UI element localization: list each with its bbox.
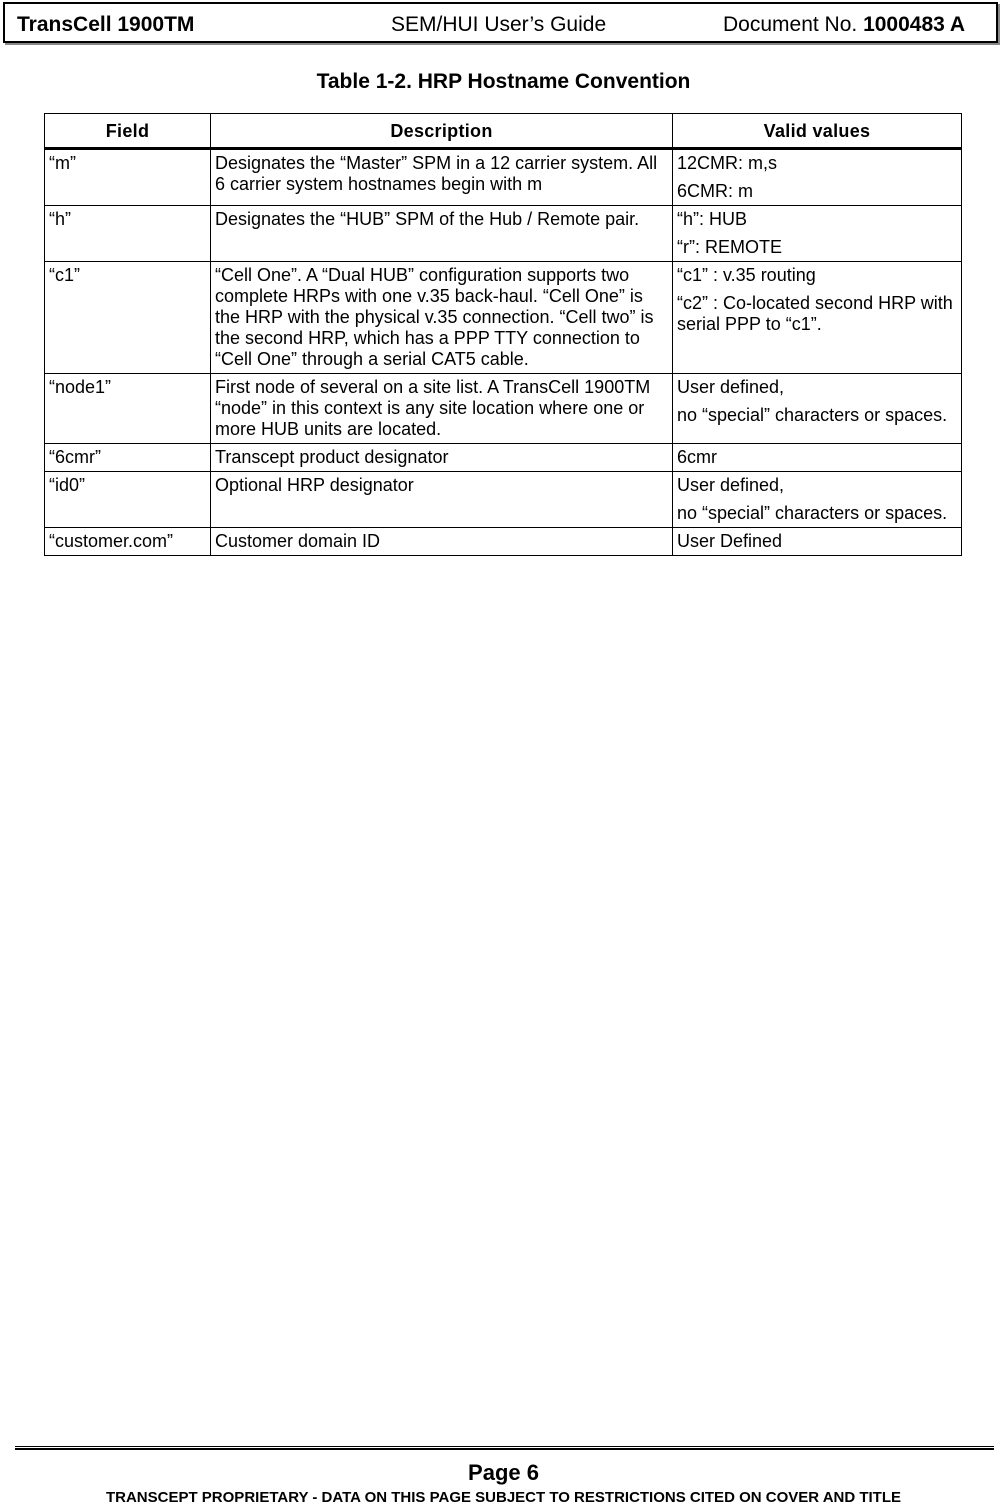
valid-values-cell bbox=[673, 149, 962, 206]
field-cell: “6cmr” bbox=[45, 444, 211, 472]
field-cell: “id0” bbox=[45, 472, 211, 528]
valid-value: “h”: HUB bbox=[677, 209, 748, 229]
table-row bbox=[45, 472, 962, 528]
valid-value: “c1” : v.35 routing bbox=[677, 265, 816, 285]
description-cell: “Cell One”. A “Dual HUB” configuration supports two complete HRPs with one v.35 back-haul. “Cell One” is the HRP with the physical v.35 connection. “Cell two” is the second HRP, which has a PPP TTY connection to “Cell One” through a serial CAT5 cable. bbox=[211, 262, 673, 374]
valid-value: no “special” characters or spaces. bbox=[677, 405, 948, 425]
valid-value: User Defined bbox=[677, 531, 783, 551]
valid-value: User defined, bbox=[677, 377, 785, 397]
field-cell: “customer.com” bbox=[45, 528, 211, 556]
description-cell: Designates the “Master” SPM in a 12 carrier system. All 6 carrier system hostnames begin with m bbox=[211, 149, 673, 206]
valid-value: 6cmr bbox=[677, 447, 717, 467]
table-row bbox=[45, 262, 962, 374]
table-row bbox=[45, 528, 962, 556]
field-cell: “m” bbox=[45, 149, 211, 206]
page-header bbox=[3, 2, 998, 43]
column-header-field: Field bbox=[45, 114, 211, 149]
valid-values-cell bbox=[673, 206, 962, 262]
valid-values-cell bbox=[673, 262, 962, 374]
valid-value: User defined, bbox=[677, 475, 785, 495]
footer-divider bbox=[15, 1446, 994, 1450]
table-title: Table 1-2. HRP Hostname Convention bbox=[316, 70, 691, 93]
valid-value: 12CMR: m,s bbox=[677, 153, 778, 173]
column-header-valid-values: Valid values bbox=[673, 114, 962, 149]
description-cell: First node of several on a site list. A TransCell 1900TM “node” in this context is any site location where one or more HUB units are located. bbox=[211, 374, 673, 444]
description-cell: Optional HRP designator bbox=[211, 472, 673, 528]
header-doc-number: 1000483 A bbox=[863, 13, 966, 36]
valid-value: 6CMR: m bbox=[677, 181, 753, 201]
valid-values-cell bbox=[673, 374, 962, 444]
description-cell: Customer domain ID bbox=[211, 528, 673, 556]
column-header-description: Description bbox=[211, 114, 673, 149]
hostname-convention-table bbox=[44, 113, 962, 556]
description-cell: Designates the “HUB” SPM of the Hub / Remote pair. bbox=[211, 206, 673, 262]
table-row bbox=[45, 444, 962, 472]
header-document-number bbox=[723, 13, 965, 37]
table-row bbox=[45, 149, 962, 206]
valid-values-cell bbox=[673, 444, 962, 472]
header-doc-label: Document No. bbox=[723, 13, 864, 36]
field-cell: “node1” bbox=[45, 374, 211, 444]
header-product: TransCell 1900TM bbox=[17, 13, 195, 36]
proprietary-notice: TRANSCEPT PROPRIETARY - DATA ON THIS PAGE SUBJECT TO RESTRICTIONS CITED ON COVER AND TITLE bbox=[105, 1489, 902, 1506]
valid-value: “c2” : Co-located second HRP with serial PPP to “c1”. bbox=[677, 293, 953, 334]
header-guide-title: SEM/HUI User’s Guide bbox=[391, 13, 607, 36]
valid-values-cell bbox=[673, 472, 962, 528]
field-cell: “h” bbox=[45, 206, 211, 262]
table-row bbox=[45, 206, 962, 262]
valid-value: “r”: REMOTE bbox=[677, 237, 782, 257]
field-cell: “c1” bbox=[45, 262, 211, 374]
page-number: Page 6 bbox=[468, 1460, 539, 1485]
valid-values-cell bbox=[673, 528, 962, 556]
table-row bbox=[45, 374, 962, 444]
valid-value: no “special” characters or spaces. bbox=[677, 503, 948, 523]
table-header-row bbox=[45, 114, 962, 149]
description-cell: Transcept product designator bbox=[211, 444, 673, 472]
